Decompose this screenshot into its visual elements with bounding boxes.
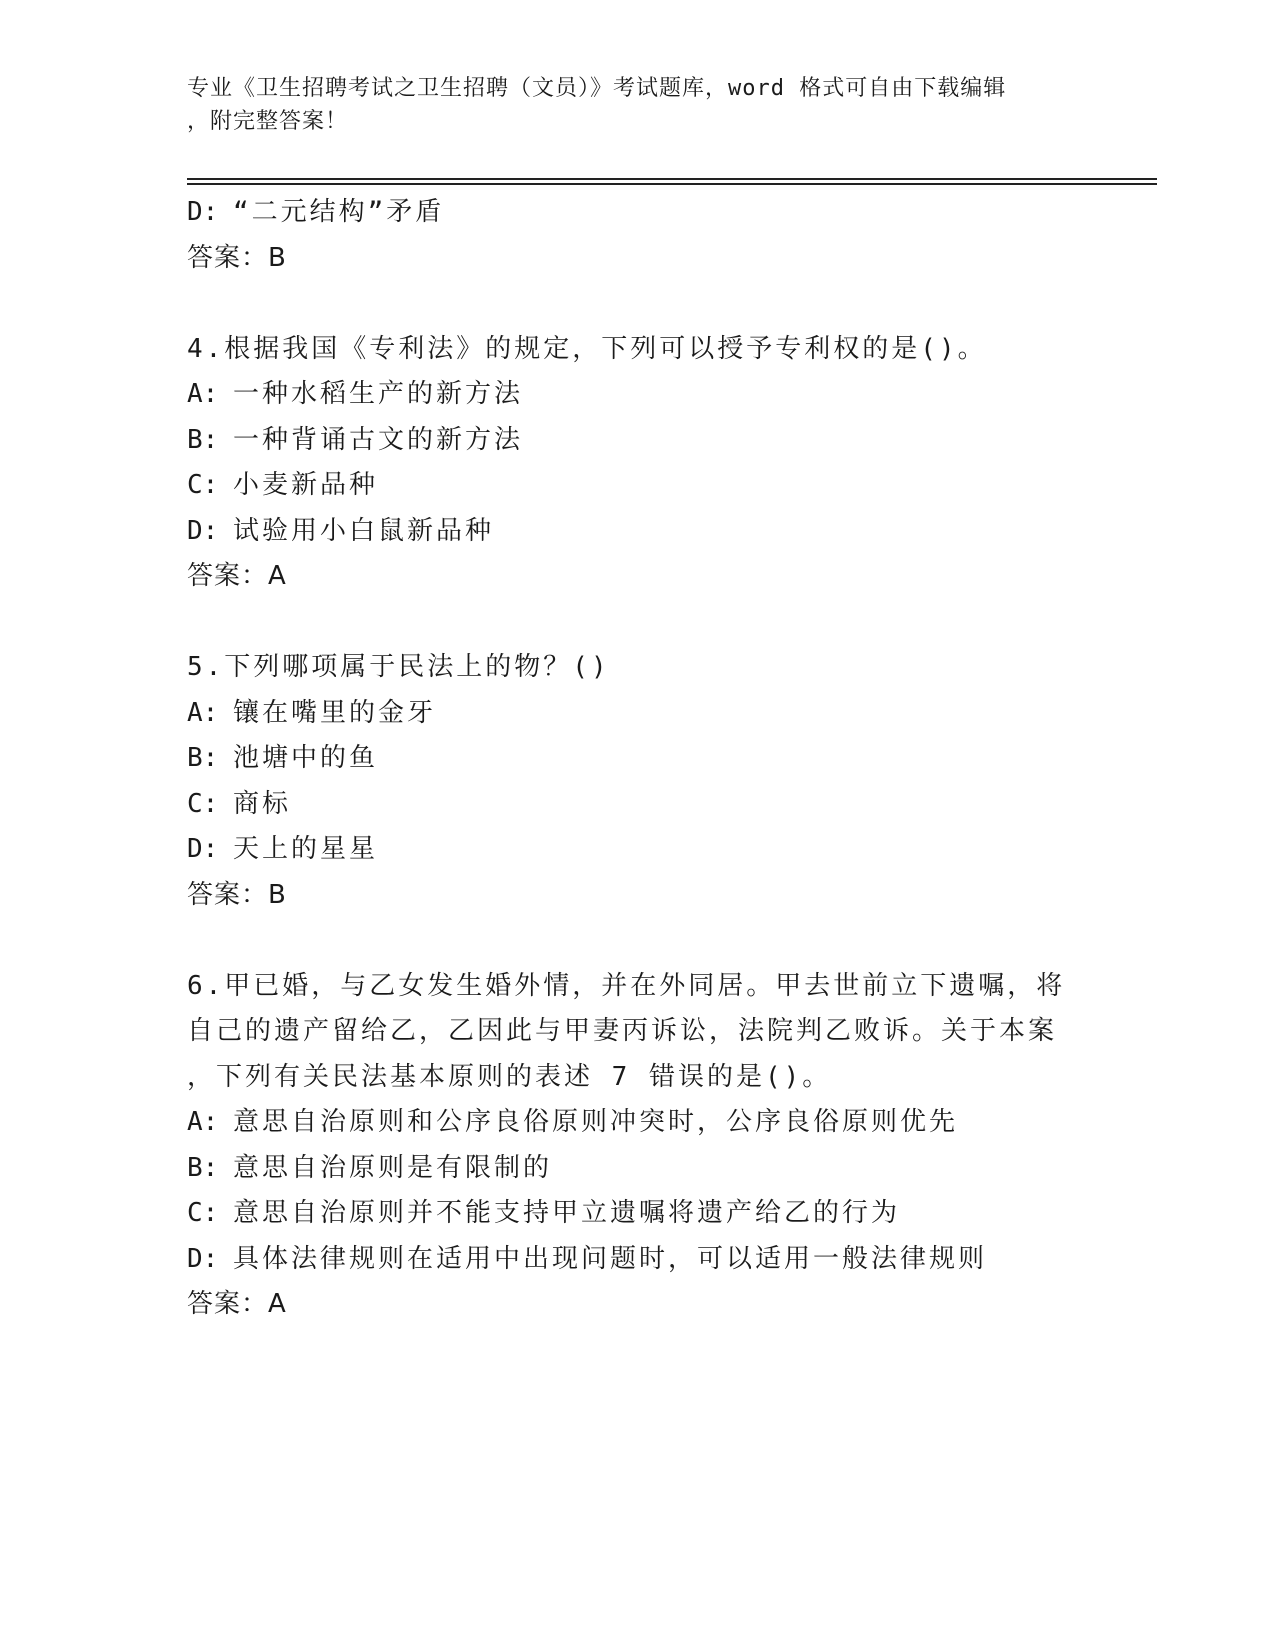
- question-4-answer: 答案：A: [187, 561, 287, 591]
- spacer: [187, 918, 1087, 964]
- option-key: D:: [187, 197, 219, 227]
- option-text: “二元结构”矛盾: [233, 197, 445, 227]
- question-5-option-b: [187, 736, 1087, 782]
- header-line-1: 专业《卫生招聘考试之卫生招聘（文员）》考试题库，word 格式可自由下载编辑: [187, 76, 1007, 101]
- question-4-option-c: [187, 463, 1087, 509]
- option-text: 商标: [233, 788, 292, 819]
- option-text: 天上的星星: [233, 834, 379, 864]
- document-header: [187, 72, 1067, 138]
- option-key: C:: [187, 470, 219, 500]
- option-text: 具体法律规则在适用中出现问题时，可以适用一般法律规则: [233, 1243, 988, 1274]
- question-5-answer: 答案：B: [187, 879, 287, 910]
- option-key: A:: [187, 1107, 219, 1137]
- option-text: 镶在嘴里的金牙: [233, 697, 437, 728]
- option-key: D:: [187, 834, 219, 864]
- option-key: A:: [187, 697, 219, 728]
- option-text: 一种背诵古文的新方法: [233, 424, 524, 455]
- option-key: D:: [187, 515, 219, 546]
- question-5-option-d: [187, 827, 1087, 873]
- option-key: C:: [187, 788, 219, 819]
- question-6-stem-line: ，下列有关民法基本原则的表述 7 错误的是()。: [187, 1061, 832, 1092]
- option-text: 意思自治原则并不能支持甲立遗嘱将遗产给乙的行为: [233, 1198, 901, 1228]
- answer-line: 答案：B: [187, 242, 287, 273]
- question-6-option-a: [187, 1100, 1087, 1146]
- option-key: B:: [187, 743, 219, 773]
- header-rule-top: [187, 178, 1157, 180]
- header-line-2: ，附完整答案！: [187, 109, 349, 134]
- question-4-stem: 4.根据我国《专利法》的规定，下列可以授予专利权的是()。: [187, 333, 987, 364]
- option-text: 试验用小白鼠新品种: [233, 515, 495, 546]
- option-key: B:: [187, 1152, 219, 1183]
- option-text: 意思自治原则和公序良俗原则冲突时，公序良俗原则优先: [233, 1107, 959, 1137]
- option-key: C:: [187, 1198, 219, 1228]
- question-6-option-c: [187, 1191, 1087, 1237]
- option-text: 小麦新品种: [233, 470, 379, 500]
- question-6-stem-line: 自己的遗产留给乙，乙因此与甲妻丙诉讼，法院判乙败诉。关于本案: [187, 1016, 1058, 1046]
- option-text: 意思自治原则是有限制的: [233, 1152, 553, 1183]
- header-rule-bottom: [187, 183, 1157, 185]
- question-6-stem-line: 6.甲已婚，与乙女发生婚外情，并在外同居。甲去世前立下遗嘱，将: [187, 970, 1066, 1001]
- option-key: A:: [187, 379, 219, 409]
- question-6-option-b: [187, 1146, 1087, 1192]
- question-4-option-d: [187, 509, 1087, 555]
- question-content: [187, 190, 1087, 1328]
- question-4-option-b: [187, 418, 1087, 464]
- option-key: B:: [187, 424, 219, 455]
- option-key: D:: [187, 1243, 219, 1274]
- question-5-option-c: [187, 782, 1087, 828]
- option-d: [187, 190, 1087, 236]
- option-text: 一种水稻生产的新方法: [233, 379, 524, 409]
- question-5-stem: 5.下列哪项属于民法上的物？(): [187, 652, 610, 682]
- question-6-option-d: [187, 1237, 1087, 1283]
- question-4-option-a: [187, 372, 1087, 418]
- question-5-option-a: [187, 691, 1087, 737]
- spacer: [187, 281, 1087, 327]
- spacer: [187, 600, 1087, 646]
- option-text: 池塘中的鱼: [233, 743, 379, 773]
- question-6-answer: 答案：A: [187, 1289, 287, 1319]
